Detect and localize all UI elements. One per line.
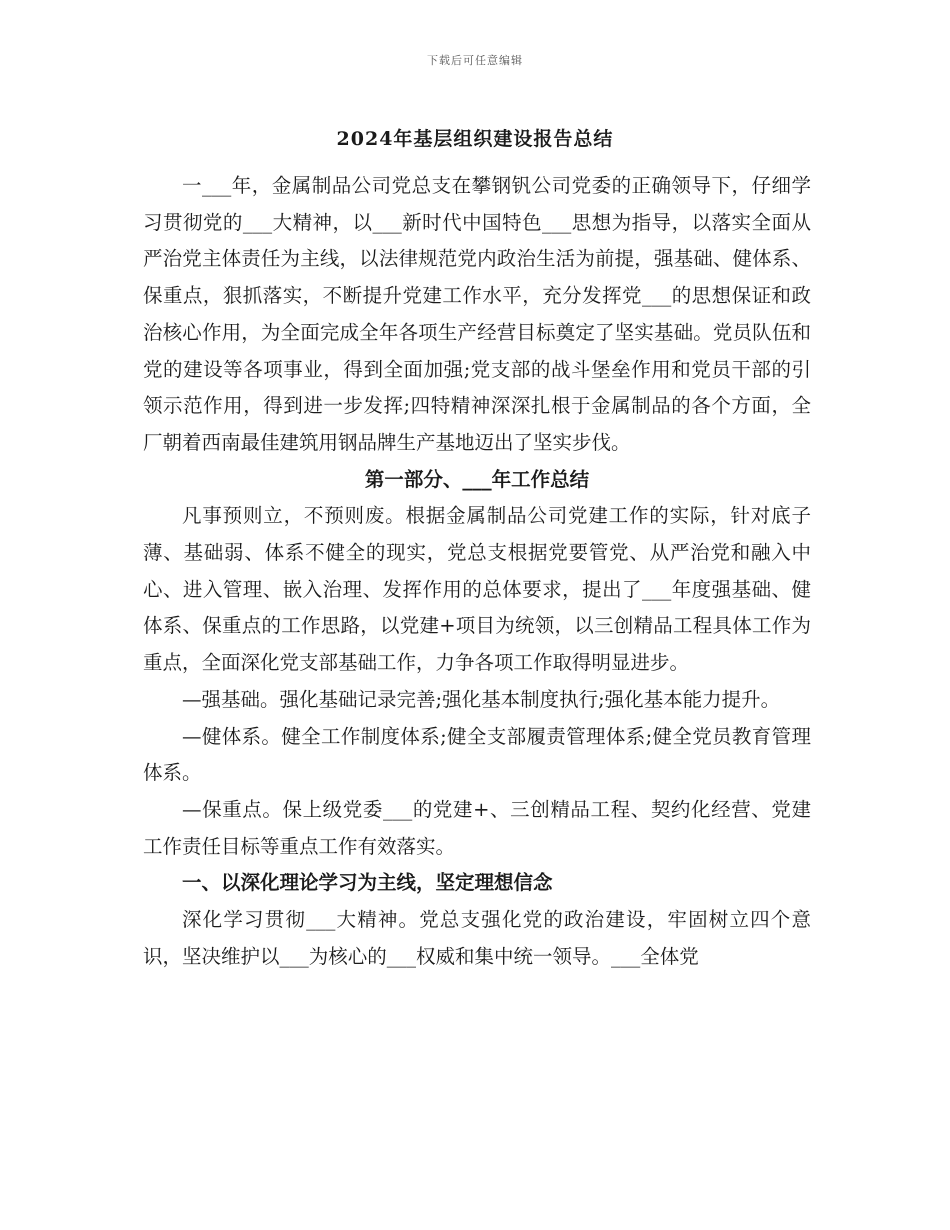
paragraph-ensure-priorities: —保重点。保上级党委___的党建+、三创精品工程、契约化经营、党建工作责任目标等重点工作有效落实。 (143, 797, 811, 858)
paragraph-study-spirit: 深化学习贯彻___大精神。党总支强化党的政治建设，牢固树立四个意识，坚决维护以___为核心的___权威和集中统一领导。___全体党 (143, 908, 811, 968)
sub-heading-theory-study: 一、以深化理论学习为主线，坚定理想信念 (182, 871, 553, 895)
header-note: 下载后可任意编辑 (427, 54, 523, 67)
paragraph-strengthen-foundation: —强基础。强化基础记录完善;强化基本制度执行;强化基本能力提升。 (182, 687, 781, 711)
paragraph-intro: 一___年，金属制品公司党总支在攀钢钒公司党委的正确领导下，仔细学习贯彻党的___大精神，以___新时代中国特色___思想为指导，以落实全面从严治党主体责任为主线，以法律规范党内政治生活为前提，强基础、健体系、保重点，狠抓落实，不断提升党建工作水平，充分发挥党___的思想保证和政治核心作用，为全面完成全年各项生产经营目标奠定了坚实基础。党员队伍和党的建设等各项事业，得到全面加强;党支部的战斗堡垒作用和党员干部的引领示范作用，得到进一步发挥;四特精神深深扎根于金属制品的各个方面，全厂朝着西南最佳建筑用钢品牌生产基地迈出了坚实步伐。 (143, 174, 811, 454)
document-body (143, 168, 811, 975)
document-title: 2024年基层组织建设报告总结 (336, 128, 614, 150)
paragraph-summary: 凡事预则立，不预则废。根据金属制品公司党建工作的实际，针对底子薄、基础弱、体系不健全的现实，党总支根据党要管党、从严治党和融入中心、进入管理、嵌入治理、发挥作用的总体要求，提出了___年度强基础、健体系、保重点的工作思路，以党建+项目为统领，以三创精品工程具体工作为重点，全面深化党支部基础工作，力争各项工作取得明显进步。 (143, 504, 811, 675)
section-title: 第一部分、___年工作总结 (364, 467, 590, 491)
paragraph-sound-system: —健体系。健全工作制度体系;健全支部履责管理体系;健全党员教育管理体系。 (143, 724, 811, 785)
